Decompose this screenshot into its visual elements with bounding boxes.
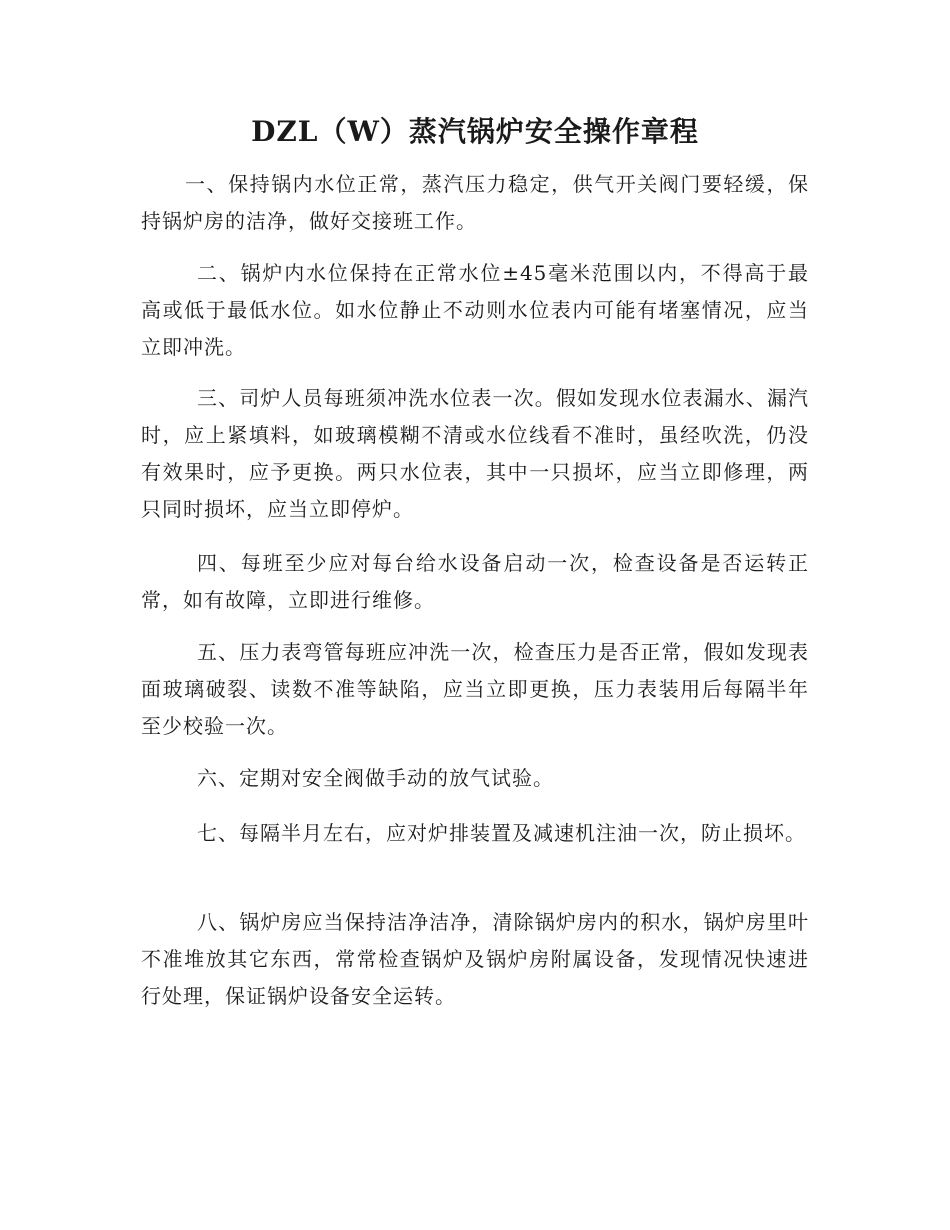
paragraph-8: 八、锅炉房应当保持洁净洁净，清除锅炉房内的积水，锅炉房里叶不准堆放其它东西，常常检查锅炉及锅炉房附属设备，发现情况快速进行处理，保证锅炉设备安全运转。 (141, 910, 809, 1008)
paragraph-7: 七、每隔半月左右，应对炉排装置及减速机注油一次，防止损坏。 (197, 821, 806, 845)
paragraph-6: 六、定期对安全阀做手动的放气试验。 (197, 766, 554, 790)
paragraph-3: 三、司炉人员每班须冲洗水位表一次。假如发现水位表漏水、漏汽时，应上紧填料，如玻璃模糊不清或水位线看不准时，虽经吹洗，仍没有效果时，应予更换。两只水位表，其中一只损坏，应当立即修理，两只同时损坏，应当立即停炉。 (141, 386, 809, 521)
paragraph-1: 一、保持锅内水位正常，蒸汽压力稳定，供气开关阀门要轻缓，保持锅炉房的洁净，做好交接班工作。 (141, 172, 809, 233)
paragraph-5: 五、压力表弯管每班应冲洗一次，检查压力是否正常，假如发现表面玻璃破裂、读数不准等缺陷，应当立即更换，压力表装用后每隔半年至少校验一次。 (141, 640, 809, 738)
document-title: DZL（W）蒸汽锅炉安全操作章程 (251, 115, 699, 148)
paragraph-2: 二、锅炉内水位保持在正常水位±45毫米范围以内，不得高于最高或低于最低水位。如水位静止不动则水位表内可能有堵塞情况，应当立即冲洗。 (141, 261, 809, 359)
paragraph-4: 四、每班至少应对每台给水设备启动一次，检查设备是否运转正常，如有故障，立即进行维修。 (141, 551, 809, 612)
